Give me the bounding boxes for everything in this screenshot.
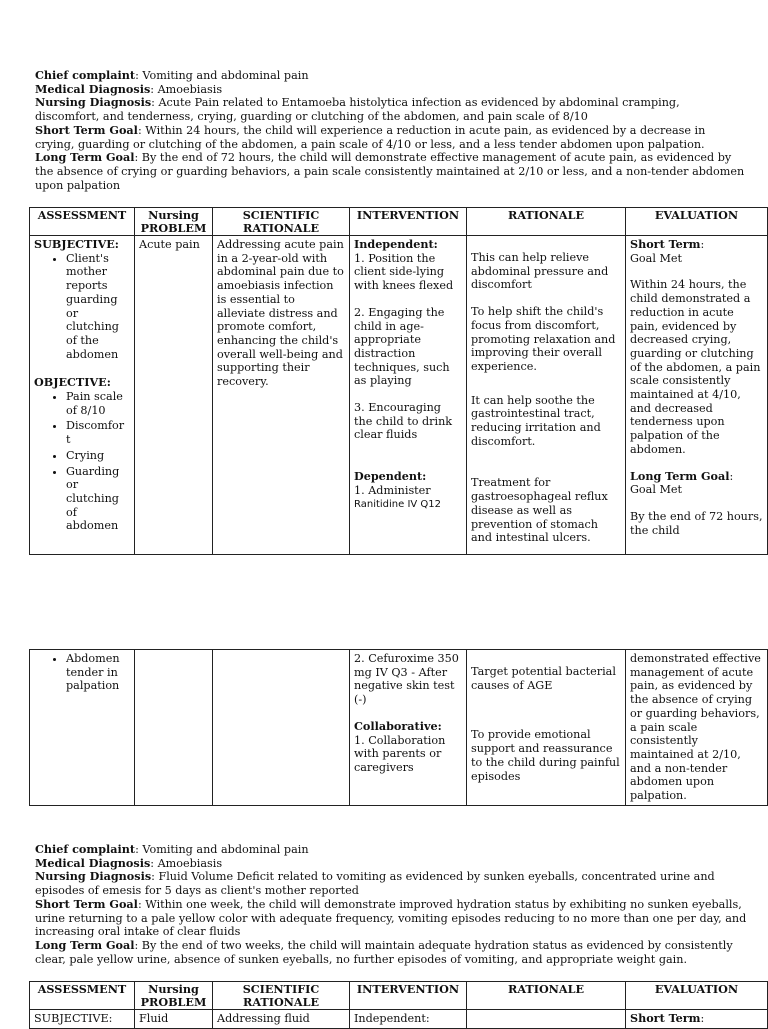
long-term-eval-colon: :: [729, 469, 734, 483]
rationale-item: Target potential bacterial causes of AGE: [471, 665, 616, 692]
scientific-rationale-cell: [213, 650, 350, 806]
independent-label: Independent:: [354, 237, 438, 251]
dependent-label: Dependent:: [354, 469, 427, 484]
list-item: • Crying: [66, 449, 130, 463]
chief-complaint-text: : Vomiting and abdominal pain: [135, 843, 309, 856]
assessment-header: ASSESSMENT: [30, 208, 135, 236]
rationale-item: This can help relieve abdominal pressure and discomfort: [471, 251, 609, 292]
assessment-cell: [30, 650, 135, 806]
nursing-problem-header: [135, 208, 213, 236]
nursing-diagnosis: [35, 96, 747, 123]
chief-complaint-label: Chief complaint: [35, 842, 136, 856]
assessment-list: [34, 652, 130, 693]
long-term-goal: [35, 939, 747, 966]
intervention-item: 2. Engaging the child in age-appropriate distraction techniques, such as playing: [354, 305, 450, 388]
rationale-header: RATIONALE: [467, 208, 626, 236]
medical-diagnosis-text: : Amoebiasis: [150, 856, 223, 870]
nursing-problem-header-line2: PROBLEM: [140, 220, 207, 235]
short-term-eval-heading: [630, 238, 763, 252]
long-term-eval-label: Long Term Goal: [630, 468, 730, 483]
nursing-diagnosis-text: : Acute Pain related to Entamoeba histolytica infection as evidenced by abdominal cramping, discomfort, and tenderness, crying, guarding or clutching of the abdomen, and pain scale of 8/10: [35, 96, 680, 124]
chief-complaint-text: : Vomiting and abdominal pain: [135, 69, 309, 82]
collaborative-label: Collaborative:: [354, 718, 442, 733]
nursing-problem-cell: Acute pain: [135, 236, 213, 555]
short-term-goal-text: : Within one week, the child will demonstrate improved hydration status by exhibiting no sunken eyeballs, urine returning to a pale yellow color with adequate frequency, vomiting episodes reducing to no more than one per day, and increasing oral intake of clear fluids: [35, 897, 747, 939]
independent-label: Independent:: [350, 1010, 467, 1029]
short-term-eval-colon: :: [700, 1012, 705, 1025]
nursing-diagnosis-text: : Fluid Volume Deficit related to vomiting as evidenced by sunken eyeballs, concentrated urine and episodes of emesis for 5 days as client's mother reported: [35, 870, 715, 898]
rationale-item: To provide emotional support and reassurance to the child during painful episodes: [471, 728, 620, 783]
chief-complaint: [35, 69, 747, 83]
short-term-goal: [35, 898, 747, 939]
scientific-rationale-header-line2: RATIONALE: [243, 220, 319, 235]
care-plan-2-header: [35, 843, 747, 966]
intervention-item: 1. Administer: [354, 483, 431, 497]
nursing-problem-header-line2: PROBLEM: [140, 994, 207, 1009]
list-item: • Pain scale of 8/10: [66, 390, 130, 417]
nursing-problem-header-line1: Nursing: [148, 208, 199, 222]
table-row: [30, 1010, 768, 1029]
long-term-goal-text: : By the end of 72 hours, the child will demonstrate effective management of acute pain, as evidenced by the absence of crying or guarding behaviors, a pain scale consistently maintained at 2/10 or less, and a non-tender abdomen upon palpation: [35, 151, 745, 192]
long-term-goal-label: Long Term Goal: [35, 937, 135, 952]
intervention-item: 1. Collaboration with parents or caregivers: [354, 733, 446, 774]
care-plan-2-table: [29, 981, 768, 1029]
objective-label: OBJECTIVE:: [34, 375, 111, 390]
assessment-header: ASSESSMENT: [30, 982, 135, 1010]
list-item: • Client's mother reports guarding or clutching of the abdomen: [66, 252, 130, 362]
intervention-item: 1. Position the client side-lying with knees flexed: [354, 251, 454, 293]
chief-complaint-label: Chief complaint: [35, 68, 136, 82]
scientific-rationale-header-line1: SCIENTIFIC: [242, 208, 320, 222]
scientific-rationale-cell: Addressing acute pain in a 2-year-old with abdominal pain due to amoebiasis infection is essential to alleviate distress and promote comfort, enhancing the child's overall well-being and supporting their recovery.: [213, 236, 350, 555]
long-term-eval-text: By the end of 72 hours, the child: [630, 509, 763, 537]
rationale-item: To help shift the child's focus from discomfort, promoting relaxation and improving their overall experience.: [471, 305, 616, 373]
nursing-diagnosis-label: Nursing Diagnosis: [35, 869, 152, 884]
scientific-rationale-header: [213, 208, 350, 236]
intervention-item: Ranitidine IV Q12: [354, 498, 442, 510]
care-plan-1-table-continued: [29, 649, 768, 806]
intervention-cell: [350, 236, 467, 555]
objective-list: [34, 390, 130, 533]
medical-diagnosis-text: : Amoebiasis: [150, 82, 223, 96]
rationale-item: It can help soothe the gastrointestinal tract, reducing irritation and discomfort.: [471, 393, 601, 448]
medical-diagnosis-label: Medical Diagnosis: [35, 81, 151, 96]
nursing-problem-cell: Fluid: [135, 1010, 213, 1029]
nursing-problem-header: [135, 982, 213, 1010]
table-header-row: [30, 982, 768, 1010]
short-term-eval-text: Within 24 hours, the child demonstrated a reduction in acute pain, evidenced by decreased crying, guarding or clutching of the abdomen, a pain scale consistently maintained at 4/10, and decreased tenderness upon palpation of the abdomen.: [630, 278, 761, 456]
short-term-goal-label: Short Term Goal: [35, 122, 138, 137]
medical-diagnosis: [35, 857, 747, 871]
short-term-goal: [35, 124, 747, 151]
table-row: [30, 236, 768, 555]
nursing-problem-cell: [135, 650, 213, 806]
scientific-rationale-header: [213, 982, 350, 1010]
evaluation-cell: [626, 1010, 768, 1029]
intervention-item: 2. Cefuroxime 350 mg IV Q3 - After negative skin test (-): [354, 652, 459, 707]
short-term-goal-label: Short Term Goal: [35, 896, 138, 911]
evaluation-cell: demonstrated effective management of acute pain, as evidenced by the absence of crying or guarding behaviors, a pain scale consistently maintained at 2/10, and a non-tender abdomen upon palpation.: [626, 650, 768, 806]
rationale-cell: [467, 650, 626, 806]
rationale-cell: [467, 236, 626, 555]
short-term-status: Goal Met: [630, 251, 683, 265]
long-term-goal: [35, 151, 747, 192]
table-header-row: [30, 208, 768, 236]
chief-complaint: [35, 843, 747, 857]
long-term-status: Goal Met: [630, 483, 683, 497]
care-plan-1-table: [29, 207, 768, 555]
intervention-cell: [350, 650, 467, 806]
short-term-eval-label: Short Term: [630, 237, 701, 251]
evaluation-header: EVALUATION: [626, 982, 768, 1010]
nursing-diagnosis-label: Nursing Diagnosis: [35, 95, 152, 110]
nursing-problem-header-line1: Nursing: [148, 982, 199, 996]
subjective-label: SUBJECTIVE:: [30, 1010, 135, 1029]
long-term-eval-heading: [630, 470, 763, 484]
list-item: • Abdomen tender in palpation: [66, 652, 130, 693]
assessment-cell: [30, 236, 135, 555]
rationale-item: Treatment for gastroesophageal reflux disease as well as prevention of stomach and intestinal ulcers.: [471, 476, 608, 545]
short-term-eval-colon: :: [700, 238, 705, 251]
scientific-rationale-header-line1: SCIENTIFIC: [242, 982, 320, 996]
evaluation-cell: [626, 236, 768, 555]
subjective-list: [34, 252, 130, 362]
intervention-header: INTERVENTION: [350, 208, 467, 236]
rationale-cell: [467, 1010, 626, 1029]
long-term-goal-text: : By the end of two weeks, the child will maintain adequate hydration status as evidenced by consistently clear, pale yellow urine, absence of sunken eyeballs, no further episodes of vomiting, and appropriate weight gain.: [35, 938, 733, 966]
list-item: • Guarding or clutching of abdomen: [66, 465, 130, 534]
list-item: • Discomfort: [66, 419, 130, 446]
subjective-label: SUBJECTIVE:: [34, 237, 119, 251]
care-plan-1-header: [35, 69, 747, 192]
medical-diagnosis-label: Medical Diagnosis: [35, 855, 151, 870]
long-term-goal-label: Long Term Goal: [35, 150, 135, 165]
scientific-rationale-cell: Addressing fluid: [213, 1010, 350, 1029]
scientific-rationale-header-line2: RATIONALE: [243, 994, 319, 1009]
intervention-header: INTERVENTION: [350, 982, 467, 1010]
intervention-item: 3. Encouraging the child to drink clear fluids: [354, 401, 453, 442]
evaluation-header: EVALUATION: [626, 208, 768, 236]
nursing-diagnosis: [35, 870, 747, 897]
short-term-eval-label: Short Term: [630, 1011, 701, 1025]
rationale-header: RATIONALE: [467, 982, 626, 1010]
short-term-goal-text: : Within 24 hours, the child will experience a reduction in acute pain, as evidenced by a decrease in crying, guarding or clutching of the abdomen, a pain scale of 4/10 or less, and a less tender abdomen upon palpation.: [35, 123, 706, 151]
medical-diagnosis: [35, 83, 747, 97]
table-row: [30, 650, 768, 806]
